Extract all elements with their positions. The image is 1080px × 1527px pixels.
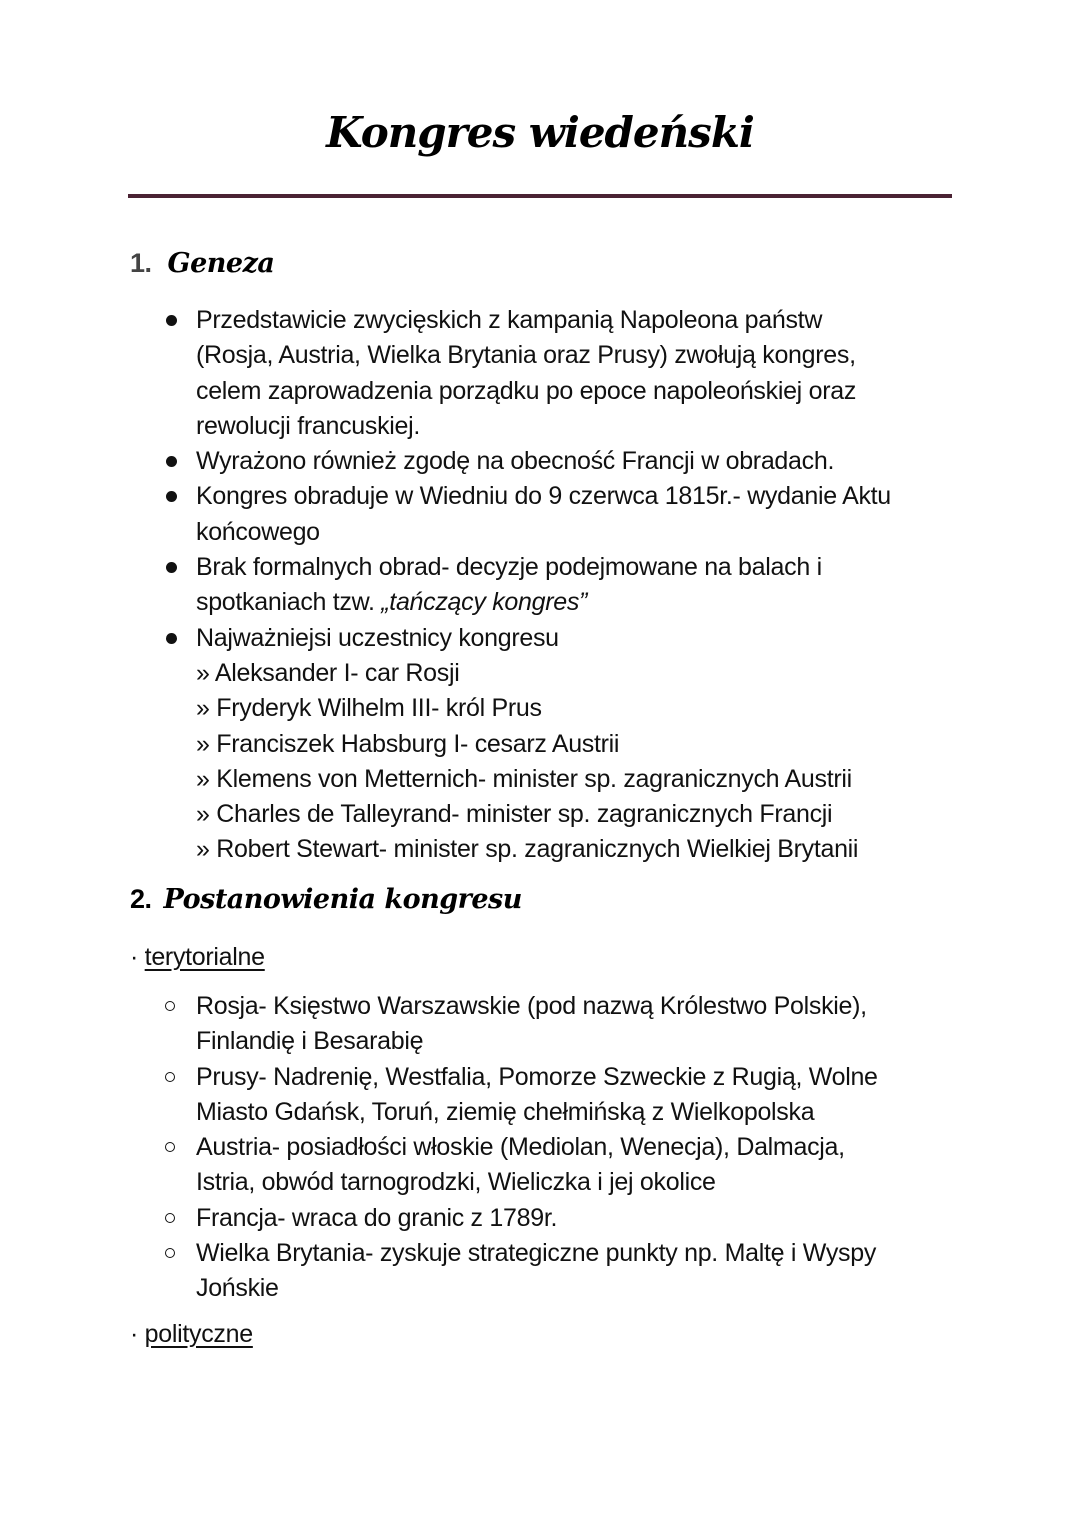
section-number: 1. <box>130 248 152 278</box>
circle-bullet-icon <box>165 1001 175 1011</box>
participant: » Franciszek Habsburg I- cesarz Austrii <box>196 729 620 758</box>
participant: » Fryderyk Wilhelm III- król Prus <box>196 694 542 723</box>
item-text: Przedstawicie zwycięskich z kampanią Napoleona państw <box>196 306 823 334</box>
list-item <box>0 303 1080 444</box>
section-heading-postanowienia <box>130 884 522 915</box>
territorial-list <box>0 989 1080 1307</box>
item-text: Miasto Gdańsk, Toruń, ziemię chełmińską z Wielkopolska <box>196 1097 815 1126</box>
circle-bullet-icon <box>165 1072 175 1082</box>
item-text: Wyrażono również zgodę na obecność Francji w obradach. <box>196 447 835 476</box>
section-title: Geneza <box>167 248 275 279</box>
subsection-territorial: · terytorialne <box>130 943 265 971</box>
item-text: Jońskie <box>196 1274 279 1303</box>
subsection-label: polityczne <box>144 1320 253 1348</box>
list-item <box>0 444 1080 479</box>
list-item <box>0 1060 1080 1131</box>
item-text: Istria, obwód tarnogrodzki, Wieliczka i jej okolice <box>196 1168 716 1197</box>
title-divider <box>128 194 952 198</box>
bullet-icon <box>166 315 177 326</box>
list-item <box>0 1236 1080 1307</box>
bullet-icon <box>166 491 177 502</box>
item-text-emphasis: „tańczący kongres” <box>381 588 588 617</box>
item-text: końcowego <box>196 517 320 546</box>
item-text: Wielka Brytania- zyskuje strategiczne punkty np. Maltę i Wyspy <box>196 1239 877 1268</box>
page-title: Kongres wiedeński <box>326 108 754 157</box>
circle-bullet-icon <box>165 1248 175 1258</box>
bullet-icon <box>166 633 177 644</box>
geneza-list <box>0 303 1080 868</box>
subsection-label: terytorialne <box>144 943 265 971</box>
item-text: Brak formalnych obrad- decyzje podejmowane na balach i <box>196 553 822 582</box>
item-text: Kongres obraduje w Wiedniu do 9 czerwca 1815r.- wydanie Aktu <box>196 482 891 511</box>
list-item <box>0 1130 1080 1201</box>
item-text-prefix: spotkaniach tzw. <box>196 588 382 617</box>
item-text: Francja- wraca do granic z 1789r. <box>196 1203 558 1232</box>
item-text: Najważniejsi uczestnicy kongresu <box>196 623 559 652</box>
bullet-icon <box>166 562 177 573</box>
item-text: Austria- posiadłości włoskie (Mediolan, Wenecja), Dalmacja, <box>196 1133 845 1162</box>
item-text: Rosja- Księstwo Warszawskie (pod nazwą Królestwo Polskie), <box>196 992 867 1020</box>
bullet-icon <box>166 456 177 467</box>
list-item <box>0 621 1080 868</box>
item-text: (Rosja, Austria, Wielka Brytania oraz Prusy) zwołują kongres, <box>196 341 856 370</box>
item-text <box>196 585 1080 620</box>
item-text: Finlandię i Besarabię <box>196 1027 424 1056</box>
participant: » Robert Stewart- minister sp. zagranicznych Wielkiej Brytanii <box>196 835 859 864</box>
circle-bullet-icon <box>165 1213 175 1223</box>
list-item <box>0 479 1080 550</box>
item-text: celem zaprowadzenia porządku po epoce napoleońskiej oraz <box>196 376 857 405</box>
list-item <box>0 1201 1080 1236</box>
section-number: 2. <box>130 884 152 914</box>
section-heading-geneza <box>130 248 274 279</box>
participant: » Klemens von Metternich- minister sp. zagranicznych Austrii <box>196 764 852 793</box>
participant: » Charles de Talleyrand- minister sp. zagranicznych Francji <box>196 800 833 829</box>
subsection-political: · polityczne <box>130 1320 253 1348</box>
list-item <box>0 550 1080 621</box>
participant: » Aleksander I- car Rosji <box>196 658 460 687</box>
item-text: rewolucji francuskiej. <box>196 411 421 440</box>
circle-bullet-icon <box>165 1142 175 1152</box>
section-title: Postanowienia kongresu <box>163 884 522 915</box>
item-text: Prusy- Nadrenię, Westfalia, Pomorze Szweckie z Rugią, Wolne <box>196 1062 878 1091</box>
list-item <box>0 989 1080 1060</box>
